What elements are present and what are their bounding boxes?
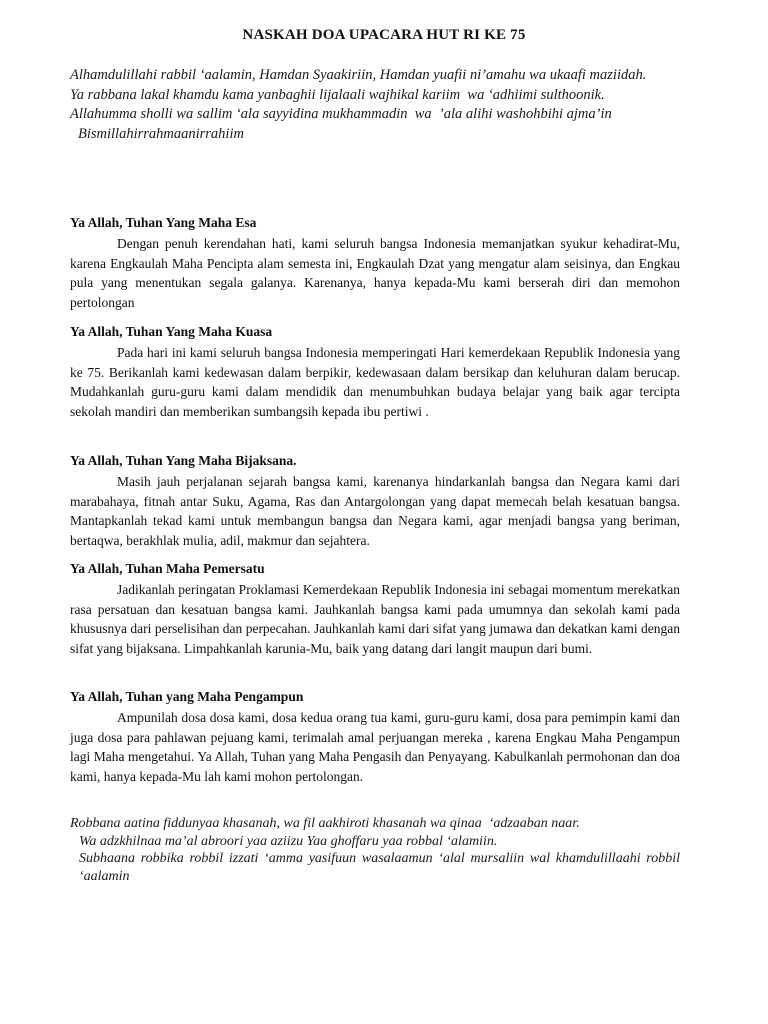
section-heading: Ya Allah, Tuhan Yang Maha Bijaksana.: [70, 453, 297, 468]
section-body: Masih jauh perjalanan sejarah bangsa kami, karenanya hindarkanlah bangsa dan Negara kami dari marabahaya, fitnah antar Suku, Agama, Ras dan Antargolongan yang dapat memecah belah kesatuan bangsa. Mantapkanlah tekad kami untuk membangun bangsa dan Negara kami, agar menjadi bangsa yang beriman, bertaqwa, berakhlak mulia, adil, makmur dan sejahtera.: [70, 474, 680, 548]
prayer-section-maha-bijaksana: [70, 452, 680, 550]
closing-line-3: Subhaana robbika robbil izzati ‘amma yasifuun wasalaamun ‘alal mursaliin wal khamdulillaahi robbil ‘aalamin: [79, 851, 684, 884]
section-body: Pada hari ini kami seluruh bangsa Indonesia memperingati Hari kemerdekaan Republik Indonesia yang ke 75. Berikanlah kami kedewasan dalam berpikir, kedewasaan dalam bersikap dan keluhuran dalam berucap. Mudahkanlah guru-guru kami dalam mendidik dan menumbuhkan budaya belajar yang baik agar tercipta sekolah mandiri dan memberikan sumbangsih kepada ibu pertiwi .: [70, 345, 680, 419]
section-heading: Ya Allah, Tuhan Yang Maha Esa: [70, 215, 257, 230]
opening-line-3: Allahumma sholli wa sallim ‘ala sayyidina mukhammadin wa ’ala alihi washohbihi ajma’in: [70, 106, 612, 122]
section-heading: Ya Allah, Tuhan Maha Pemersatu: [70, 561, 265, 576]
section-body: Jadikanlah peringatan Proklamasi Kemerdekaan Republik Indonesia ini sebagai momentum merekatkan rasa persatuan dan kesatuan bangsa kami. Jauhkanlah bangsa kami pada umumnya dan sekolah kami pada khususnya dari perselisihan dan perpecahan. Jauhkanlah kami dari sifat yang jumawa dan dekatkan kami dengan sifat yang bijaksana. Limpahkanlah karunia-Mu, baik yang datang dari langit maupun dari bumi.: [70, 582, 680, 656]
opening-prayer: [70, 66, 680, 144]
closing-line-2: Wa adzkhilnaa ma’al abroori yaa aziizu Yaa ghoffaru yaa robbal ‘alamiin.: [79, 833, 498, 849]
section-heading: Ya Allah, Tuhan yang Maha Pengampun: [70, 689, 304, 704]
document-title: NASKAH DOA UPACARA HUT RI KE 75: [242, 27, 526, 43]
closing-line-1: Robbana aatina fiddunyaa khasanah, wa fil aakhiroti khasanah wa qinaa ‘adzaaban naar.: [70, 816, 580, 831]
opening-line-2: Ya rabbana lakal khamdu kama yanbaghii lijalaali wajhikal kariim wa ‘adhiimi sulthoonik.: [70, 86, 605, 103]
prayer-section-maha-esa: [70, 214, 680, 312]
opening-line-1: Alhamdulillahi rabbil ‘aalamin, Hamdan Syaakiriin, Hamdan yuafii ni’amahu wa ukaafi maziidah.: [70, 67, 647, 83]
prayer-section-maha-pengampun: [70, 688, 680, 786]
opening-bismillah: Bismillahirrahmaanirrahiim: [78, 125, 244, 142]
prayer-section-maha-kuasa: [70, 323, 680, 421]
prayer-section-maha-pemersatu: [70, 560, 680, 658]
section-body: Dengan penuh kerendahan hati, kami seluruh bangsa Indonesia memanjatkan syukur kehadirat-Mu, karena Engkaulah Maha Pencipta alam semesta ini, Engkaulah Dzat yang mengatur alam seisinya, dan Engkau pula yang menentukan segala galanya. Karenanya, hanya kepada-Mu kami berserah diri dan memohon pertolongan: [70, 236, 680, 310]
section-body: Ampunilah dosa dosa kami, dosa kedua orang tua kami, guru-guru kami, dosa para pemimpin kami dan juga dosa para pahlawan pejuang kami, terimalah amal perjuangan mereka , karena Engkau Maha Pengampun lagi Maha mengetahui. Ya Allah, Tuhan yang Maha Pengasih dan Penyayang. Kabulkanlah permohonan dan doa kami, hanya kepada-Mu lah kami mohon pertolongan.: [70, 710, 680, 784]
closing-prayer: [70, 815, 684, 885]
section-heading: Ya Allah, Tuhan Yang Maha Kuasa: [70, 324, 273, 339]
